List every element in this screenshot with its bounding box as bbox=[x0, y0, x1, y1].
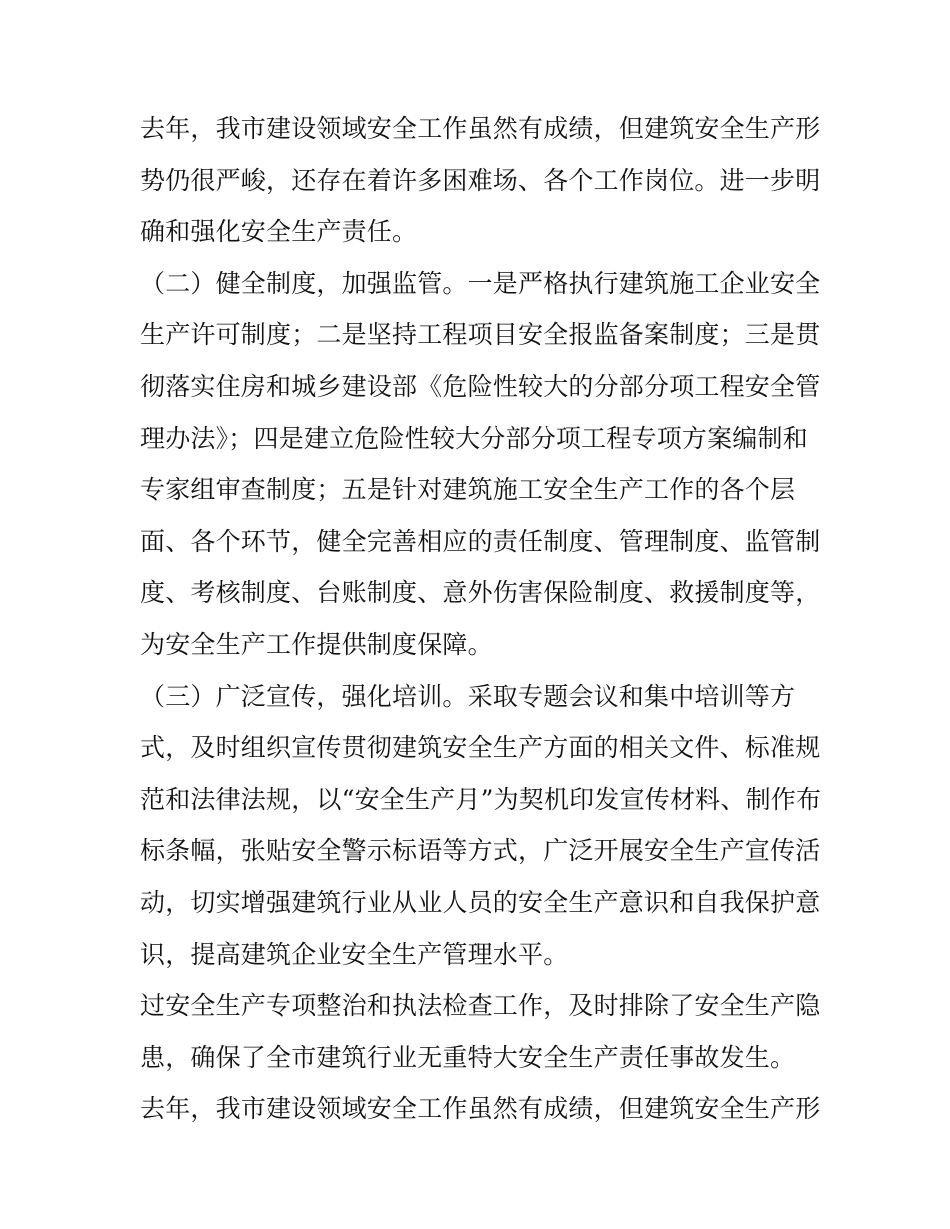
text-line: 度、考核制度、台账制度、意外伤害保险制度、救援制度等， bbox=[140, 578, 821, 608]
text-line: 范和法律法规，以“安全生产月”为契机印发宣传材料、制作布 bbox=[140, 784, 822, 814]
text-line: 为安全生产工作提供制度保障。 bbox=[140, 629, 493, 659]
text-line: （二）健全制度，加强监管。一是严格执行建筑施工企业安全 bbox=[140, 268, 821, 298]
text-line: 势仍很严峻，还存在着许多困难场、各个工作岗位。进一步明 bbox=[140, 165, 821, 195]
text-line: 动，切实增强建筑行业从业人员的安全生产意识和自我保护意 bbox=[140, 887, 821, 917]
document-body bbox=[140, 103, 820, 1135]
text-line: 确和强化安全生产责任。 bbox=[140, 217, 418, 247]
text-line: 彻落实住房和城乡建设部《危险性较大的分部分项工程安全管 bbox=[140, 371, 821, 401]
text-line: 去年，我市建设领域安全工作虽然有成绩，但建筑安全生产形 bbox=[140, 1094, 821, 1124]
text-line: 过安全生产专项整治和执法检查工作，及时排除了安全生产隐 bbox=[140, 991, 821, 1021]
text-line: （三）广泛宣传，强化培训。采取专题会议和集中培训等方 bbox=[140, 681, 796, 711]
text-line: 患，确保了全市建筑行业无重特大安全生产责任事故发生。 bbox=[140, 1042, 796, 1072]
text-line: 理办法》；四是建立危险性较大分部分项工程专项方案编制和 bbox=[140, 423, 808, 453]
text-line: 识，提高建筑企业安全生产管理水平。 bbox=[140, 939, 569, 969]
text-line: 专家组审查制度；五是针对建筑施工安全生产工作的各个层 bbox=[140, 475, 796, 505]
text-line: 生产许可制度；二是坚持工程项目安全报监备案制度；三是贯 bbox=[140, 320, 821, 350]
text-line: 标条幅，张贴安全警示标语等方式，广泛开展安全生产宣传活 bbox=[140, 836, 821, 866]
text-line: 去年，我市建设领域安全工作虽然有成绩，但建筑安全生产形 bbox=[140, 114, 821, 143]
text-line: 面、各个环节，健全完善相应的责任制度、管理制度、监管制 bbox=[140, 526, 821, 556]
text-line: 式，及时组织宣传贯彻建筑安全生产方面的相关文件、标准规 bbox=[140, 733, 821, 763]
